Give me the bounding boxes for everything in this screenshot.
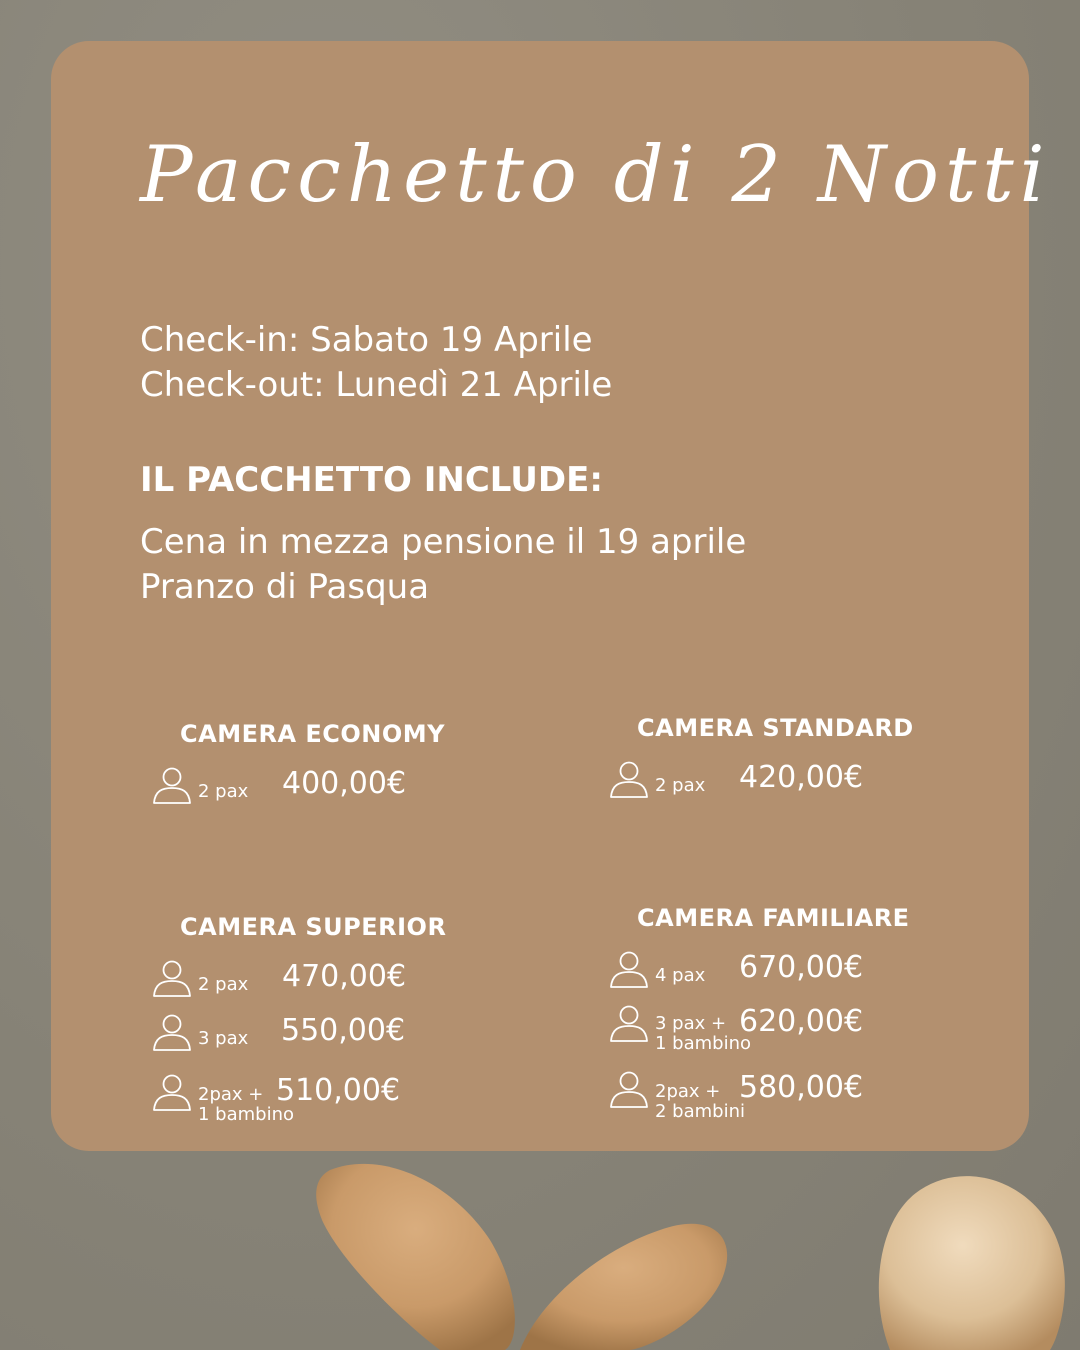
person-outline-icon [609, 1004, 649, 1044]
pax-label [655, 1082, 745, 1122]
rate-row [152, 766, 482, 814]
person-outline-icon [152, 766, 192, 806]
pax-line: 1 bambino [198, 1104, 295, 1125]
includes-item: Pranzo di Pasqua [140, 567, 430, 607]
includes-item: Cena in mezza pensione il 19 aprile [140, 522, 747, 562]
includes-heading: IL PACCHETTO INCLUDE: [140, 460, 603, 500]
price: 550,00€ [281, 1013, 406, 1048]
pax-line: 3 pax + [655, 1013, 727, 1034]
rate-row [609, 1004, 939, 1052]
bunny-ear-right [879, 1176, 1065, 1350]
price: 510,00€ [276, 1073, 401, 1108]
price: 670,00€ [739, 950, 864, 985]
price: 470,00€ [282, 959, 407, 994]
rate-row [152, 1073, 482, 1125]
bunny-ears-decoration [0, 1150, 1080, 1350]
pax-label [655, 1014, 751, 1054]
includes-list [140, 520, 746, 610]
price: 580,00€ [739, 1070, 864, 1105]
bunny-ear-middle [520, 1224, 727, 1350]
bunny-ear-left [316, 1164, 515, 1350]
person-outline-icon [152, 1073, 192, 1113]
price: 420,00€ [739, 760, 864, 795]
price: 620,00€ [739, 1004, 864, 1039]
pax-label: 3 pax [198, 1028, 249, 1049]
person-outline-icon [152, 959, 192, 999]
room-title: CAMERA ECONOMY [180, 720, 446, 748]
room-title: CAMERA FAMILIARE [637, 904, 910, 932]
person-outline-icon [609, 950, 649, 990]
person-outline-icon [609, 1070, 649, 1110]
rate-row [609, 760, 939, 808]
stay-dates [140, 318, 612, 408]
rate-row [609, 950, 939, 998]
pax-label: 2 pax [198, 974, 249, 995]
person-outline-icon [609, 760, 649, 800]
checkin-text: Check-in: Sabato 19 Aprile [140, 320, 593, 360]
checkout-text: Check-out: Lunedì 21 Aprile [140, 365, 613, 405]
room-title: CAMERA SUPERIOR [180, 913, 447, 941]
pax-line: 1 bambino [655, 1033, 752, 1054]
rate-row [152, 959, 482, 1007]
room-title: CAMERA STANDARD [637, 714, 914, 742]
pax-line: 2 bambini [655, 1101, 745, 1122]
price: 400,00€ [282, 766, 407, 801]
pax-line: 2pax + [655, 1081, 721, 1102]
package-title: Pacchetto di 2 Notti [140, 130, 1051, 220]
pax-label: 4 pax [655, 965, 706, 986]
pax-line: 2pax + [198, 1084, 264, 1105]
pax-label: 2 pax [655, 775, 706, 796]
rate-row [609, 1070, 939, 1122]
rate-row [152, 1013, 482, 1061]
person-outline-icon [152, 1013, 192, 1053]
pax-label: 2 pax [198, 781, 249, 802]
